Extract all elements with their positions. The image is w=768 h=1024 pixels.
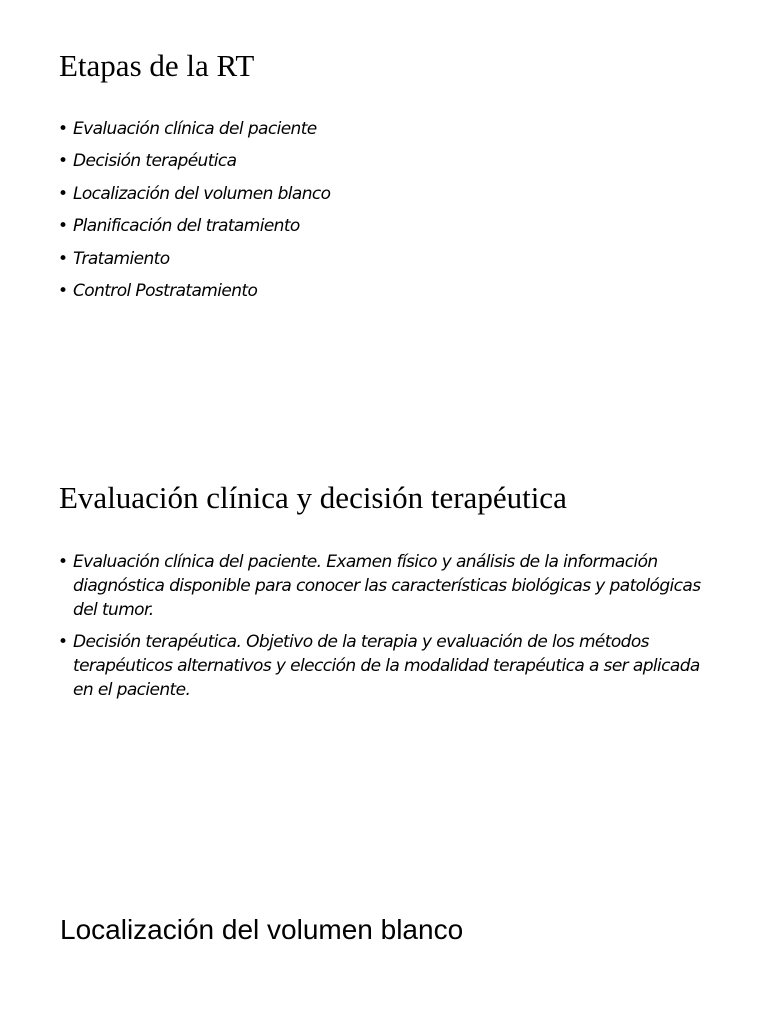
list-item: • Tratamiento <box>58 248 170 269</box>
bullet-list <box>58 118 708 312</box>
bullet-icon: • <box>58 216 68 237</box>
slide-title: Evaluación clínica y decisión terapéutica <box>59 480 567 515</box>
list-item: • Evaluación clínica del paciente. Examen físico y análisis de la información diagnóstica disponible para conocer las características biológicas y patológicas del tumor. <box>58 552 701 620</box>
bullet-icon: • <box>58 280 68 301</box>
list-item: • Localización del volumen blanco <box>58 183 331 204</box>
bullet-icon: • <box>58 151 68 172</box>
bullet-icon: • <box>58 119 68 139</box>
bullet-icon: • <box>58 632 68 652</box>
slide-title: Localización del volumen blanco <box>60 914 464 945</box>
list-item: • Decisión terapéutica <box>58 151 237 172</box>
bullet-icon: • <box>58 552 68 572</box>
list-item: • Decisión terapéutica. Objetivo de la terapia y evaluación de los métodos terapéuticos alternativos y elección de la modalidad terapéutica a ser aplicada en el paciente. <box>58 632 700 700</box>
slide-title: Etapas de la RT <box>59 48 255 83</box>
list-item: • Evaluación clínica del paciente <box>58 119 317 139</box>
bullet-icon: • <box>58 248 68 269</box>
bullet-icon: • <box>58 183 68 204</box>
bullet-list <box>58 550 708 710</box>
list-item: • Control Postratamiento <box>58 280 258 301</box>
list-item: • Planificación del tratamiento <box>58 216 300 237</box>
